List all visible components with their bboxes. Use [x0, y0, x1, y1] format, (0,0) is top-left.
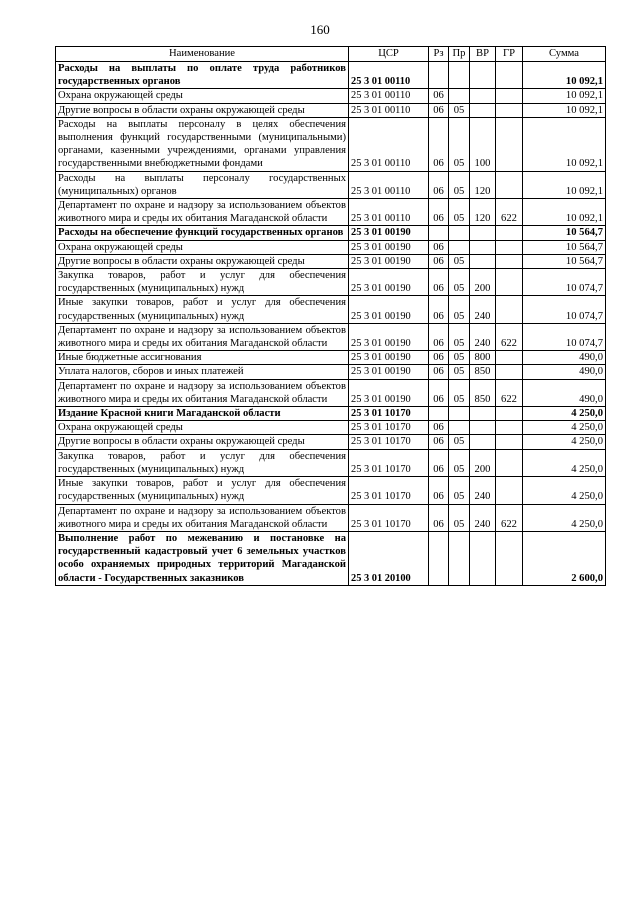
cell-sum: 10 092,1	[523, 199, 606, 226]
cell-sum: 10 074,7	[523, 296, 606, 323]
cell-rz: 06	[429, 240, 449, 254]
cell-vr	[470, 254, 496, 268]
table-row	[56, 89, 606, 103]
cell-pr	[449, 407, 470, 421]
cell-csr: 25 3 01 00190	[349, 365, 429, 379]
cell-sum: 4 250,0	[523, 449, 606, 476]
cell-pr: 05	[449, 351, 470, 365]
cell-vr: 240	[470, 323, 496, 350]
cell-pr: 05	[449, 477, 470, 504]
cell-sum: 4 250,0	[523, 407, 606, 421]
cell-pr: 05	[449, 323, 470, 350]
cell-pr: 05	[449, 269, 470, 296]
cell-sum: 10 074,7	[523, 269, 606, 296]
cell-vr	[470, 89, 496, 103]
cell-vr: 850	[470, 379, 496, 406]
cell-vr: 100	[470, 117, 496, 171]
cell-name: Уплата налогов, сборов и иных платежей	[56, 365, 349, 379]
cell-name: Расходы на выплаты персоналу государственных (муниципальных) органов	[56, 171, 349, 198]
table-header-row	[56, 47, 606, 62]
cell-rz: 06	[429, 477, 449, 504]
cell-sum: 10 092,1	[523, 171, 606, 198]
cell-sum: 490,0	[523, 365, 606, 379]
cell-name: Департамент по охране и надзору за использованием объектов животного мира и среды их обитания Магаданской области	[56, 199, 349, 226]
cell-csr: 25 3 01 00190	[349, 351, 429, 365]
cell-csr: 25 3 01 10170	[349, 449, 429, 476]
cell-sum: 10 092,1	[523, 89, 606, 103]
cell-vr	[470, 435, 496, 449]
cell-gr: 622	[496, 379, 523, 406]
cell-gr	[496, 477, 523, 504]
cell-csr: 25 3 01 00110	[349, 89, 429, 103]
cell-vr: 850	[470, 365, 496, 379]
cell-rz: 06	[429, 199, 449, 226]
cell-csr: 25 3 01 20100	[349, 531, 429, 585]
table-row	[56, 269, 606, 296]
table-row	[56, 323, 606, 350]
cell-name: Закупка товаров, работ и услуг для обеспечения государственных (муниципальных) нужд	[56, 449, 349, 476]
cell-csr: 25 3 01 00190	[349, 379, 429, 406]
cell-csr: 25 3 01 00110	[349, 171, 429, 198]
cell-gr	[496, 117, 523, 171]
cell-name: Закупка товаров, работ и услуг для обеспечения государственных (муниципальных) нужд	[56, 269, 349, 296]
cell-vr: 120	[470, 199, 496, 226]
table-row	[56, 477, 606, 504]
cell-sum: 4 250,0	[523, 477, 606, 504]
table-row	[56, 407, 606, 421]
cell-csr: 25 3 01 00110	[349, 117, 429, 171]
cell-pr: 05	[449, 117, 470, 171]
cell-rz: 06	[429, 89, 449, 103]
cell-rz: 06	[429, 269, 449, 296]
cell-gr	[496, 365, 523, 379]
cell-name: Другие вопросы в области охраны окружающей среды	[56, 254, 349, 268]
cell-gr	[496, 296, 523, 323]
cell-name: Издание Красной книги Магаданской области	[56, 407, 349, 421]
cell-name: Другие вопросы в области охраны окружающей среды	[56, 435, 349, 449]
table-row	[56, 296, 606, 323]
cell-gr: 622	[496, 323, 523, 350]
cell-name: Департамент по охране и надзору за использованием объектов животного мира и среды их обитания Магаданской области	[56, 323, 349, 350]
cell-gr: 622	[496, 504, 523, 531]
cell-gr	[496, 254, 523, 268]
cell-rz: 06	[429, 449, 449, 476]
header-rz: Рз	[429, 47, 449, 62]
cell-rz: 06	[429, 296, 449, 323]
header-gr: ГР	[496, 47, 523, 62]
cell-name: Охрана окружающей среды	[56, 240, 349, 254]
cell-rz: 06	[429, 103, 449, 117]
cell-vr	[470, 240, 496, 254]
cell-csr: 25 3 01 10170	[349, 407, 429, 421]
cell-csr: 25 3 01 00190	[349, 240, 429, 254]
cell-gr: 622	[496, 199, 523, 226]
cell-sum: 10 092,1	[523, 103, 606, 117]
cell-vr	[470, 407, 496, 421]
budget-table	[55, 46, 606, 586]
table-row	[56, 103, 606, 117]
cell-vr: 200	[470, 449, 496, 476]
cell-rz: 06	[429, 254, 449, 268]
cell-pr: 05	[449, 365, 470, 379]
cell-sum: 4 250,0	[523, 435, 606, 449]
cell-gr	[496, 531, 523, 585]
cell-sum: 4 250,0	[523, 421, 606, 435]
cell-name: Иные бюджетные ассигнования	[56, 351, 349, 365]
cell-csr: 25 3 01 10170	[349, 435, 429, 449]
cell-sum: 10 564,7	[523, 226, 606, 240]
cell-rz	[429, 531, 449, 585]
cell-name: Расходы на выплаты по оплате труда работников государственных органов	[56, 62, 349, 89]
cell-name: Иные закупки товаров, работ и услуг для обеспечения государственных (муниципальных) нужд	[56, 477, 349, 504]
cell-name: Департамент по охране и надзору за использованием объектов животного мира и среды их обитания Магаданской области	[56, 379, 349, 406]
cell-gr	[496, 171, 523, 198]
header-pr: Пр	[449, 47, 470, 62]
cell-sum: 10 092,1	[523, 62, 606, 89]
cell-sum: 2 600,0	[523, 531, 606, 585]
cell-name: Расходы на обеспечение функций государственных органов	[56, 226, 349, 240]
table-row	[56, 351, 606, 365]
cell-vr	[470, 421, 496, 435]
cell-gr	[496, 449, 523, 476]
cell-vr: 240	[470, 504, 496, 531]
cell-name: Расходы на выплаты персоналу в целях обеспечения выполнения функций государственными (муниципальными) органами, казенными учреждениями, органами управления государственными внебюджетными фондами	[56, 117, 349, 171]
cell-pr	[449, 62, 470, 89]
cell-csr: 25 3 01 10170	[349, 504, 429, 531]
cell-csr: 25 3 01 10170	[349, 477, 429, 504]
cell-pr: 05	[449, 449, 470, 476]
table-row	[56, 254, 606, 268]
cell-gr	[496, 269, 523, 296]
cell-rz: 06	[429, 365, 449, 379]
cell-csr: 25 3 01 00110	[349, 62, 429, 89]
cell-csr: 25 3 01 10170	[349, 421, 429, 435]
table-row	[56, 199, 606, 226]
cell-name: Выполнение работ по межеванию и постановке на государственный кадастровый учет 6 земельных участков особо охраняемых природных территорий Магаданской области - Государственных заказников	[56, 531, 349, 585]
cell-csr: 25 3 01 00190	[349, 296, 429, 323]
table-body	[56, 62, 606, 586]
cell-sum: 490,0	[523, 351, 606, 365]
table-row	[56, 365, 606, 379]
cell-csr: 25 3 01 00190	[349, 226, 429, 240]
table-row	[56, 117, 606, 171]
cell-pr	[449, 531, 470, 585]
cell-rz: 06	[429, 351, 449, 365]
cell-vr: 240	[470, 296, 496, 323]
header-sum: Сумма	[523, 47, 606, 62]
cell-pr	[449, 421, 470, 435]
cell-vr: 240	[470, 477, 496, 504]
cell-csr: 25 3 01 00190	[349, 254, 429, 268]
cell-name: Иные закупки товаров, работ и услуг для обеспечения государственных (муниципальных) нужд	[56, 296, 349, 323]
cell-pr: 05	[449, 254, 470, 268]
cell-csr: 25 3 01 00110	[349, 103, 429, 117]
cell-sum: 10 564,7	[523, 254, 606, 268]
cell-gr	[496, 240, 523, 254]
cell-vr	[470, 103, 496, 117]
table-row	[56, 449, 606, 476]
table-row	[56, 421, 606, 435]
cell-pr: 05	[449, 379, 470, 406]
cell-rz: 06	[429, 504, 449, 531]
cell-sum: 10 074,7	[523, 323, 606, 350]
cell-rz: 06	[429, 435, 449, 449]
cell-gr	[496, 89, 523, 103]
cell-pr: 05	[449, 296, 470, 323]
table-row	[56, 226, 606, 240]
cell-gr	[496, 226, 523, 240]
cell-vr: 200	[470, 269, 496, 296]
table-row	[56, 379, 606, 406]
cell-rz: 06	[429, 171, 449, 198]
cell-rz: 06	[429, 117, 449, 171]
cell-rz	[429, 62, 449, 89]
cell-vr: 800	[470, 351, 496, 365]
header-name: Наименование	[56, 47, 349, 62]
table-row	[56, 240, 606, 254]
table-row	[56, 62, 606, 89]
cell-vr	[470, 62, 496, 89]
cell-name: Охрана окружающей среды	[56, 421, 349, 435]
cell-rz	[429, 407, 449, 421]
page-number: 160	[310, 22, 330, 37]
cell-sum: 10 564,7	[523, 240, 606, 254]
header-csr: ЦСР	[349, 47, 429, 62]
cell-pr: 05	[449, 435, 470, 449]
cell-pr	[449, 226, 470, 240]
table-row	[56, 435, 606, 449]
header-vr: ВР	[470, 47, 496, 62]
cell-pr: 05	[449, 171, 470, 198]
cell-csr: 25 3 01 00110	[349, 199, 429, 226]
cell-sum: 4 250,0	[523, 504, 606, 531]
table-row	[56, 171, 606, 198]
cell-csr: 25 3 01 00190	[349, 269, 429, 296]
cell-rz	[429, 226, 449, 240]
cell-rz: 06	[429, 323, 449, 350]
cell-pr: 05	[449, 199, 470, 226]
cell-pr	[449, 240, 470, 254]
cell-gr	[496, 435, 523, 449]
cell-name: Другие вопросы в области охраны окружающей среды	[56, 103, 349, 117]
cell-gr	[496, 351, 523, 365]
cell-pr: 05	[449, 103, 470, 117]
cell-vr: 120	[470, 171, 496, 198]
cell-gr	[496, 407, 523, 421]
cell-name: Департамент по охране и надзору за использованием объектов животного мира и среды их обитания Магаданской области	[56, 504, 349, 531]
cell-gr	[496, 103, 523, 117]
cell-rz: 06	[429, 421, 449, 435]
table-row	[56, 504, 606, 531]
cell-sum: 10 092,1	[523, 117, 606, 171]
cell-vr	[470, 531, 496, 585]
cell-pr: 05	[449, 504, 470, 531]
cell-pr	[449, 89, 470, 103]
cell-name: Охрана окружающей среды	[56, 89, 349, 103]
cell-csr: 25 3 01 00190	[349, 323, 429, 350]
table-row	[56, 531, 606, 585]
cell-vr	[470, 226, 496, 240]
cell-gr	[496, 421, 523, 435]
cell-sum: 490,0	[523, 379, 606, 406]
cell-gr	[496, 62, 523, 89]
cell-rz: 06	[429, 379, 449, 406]
